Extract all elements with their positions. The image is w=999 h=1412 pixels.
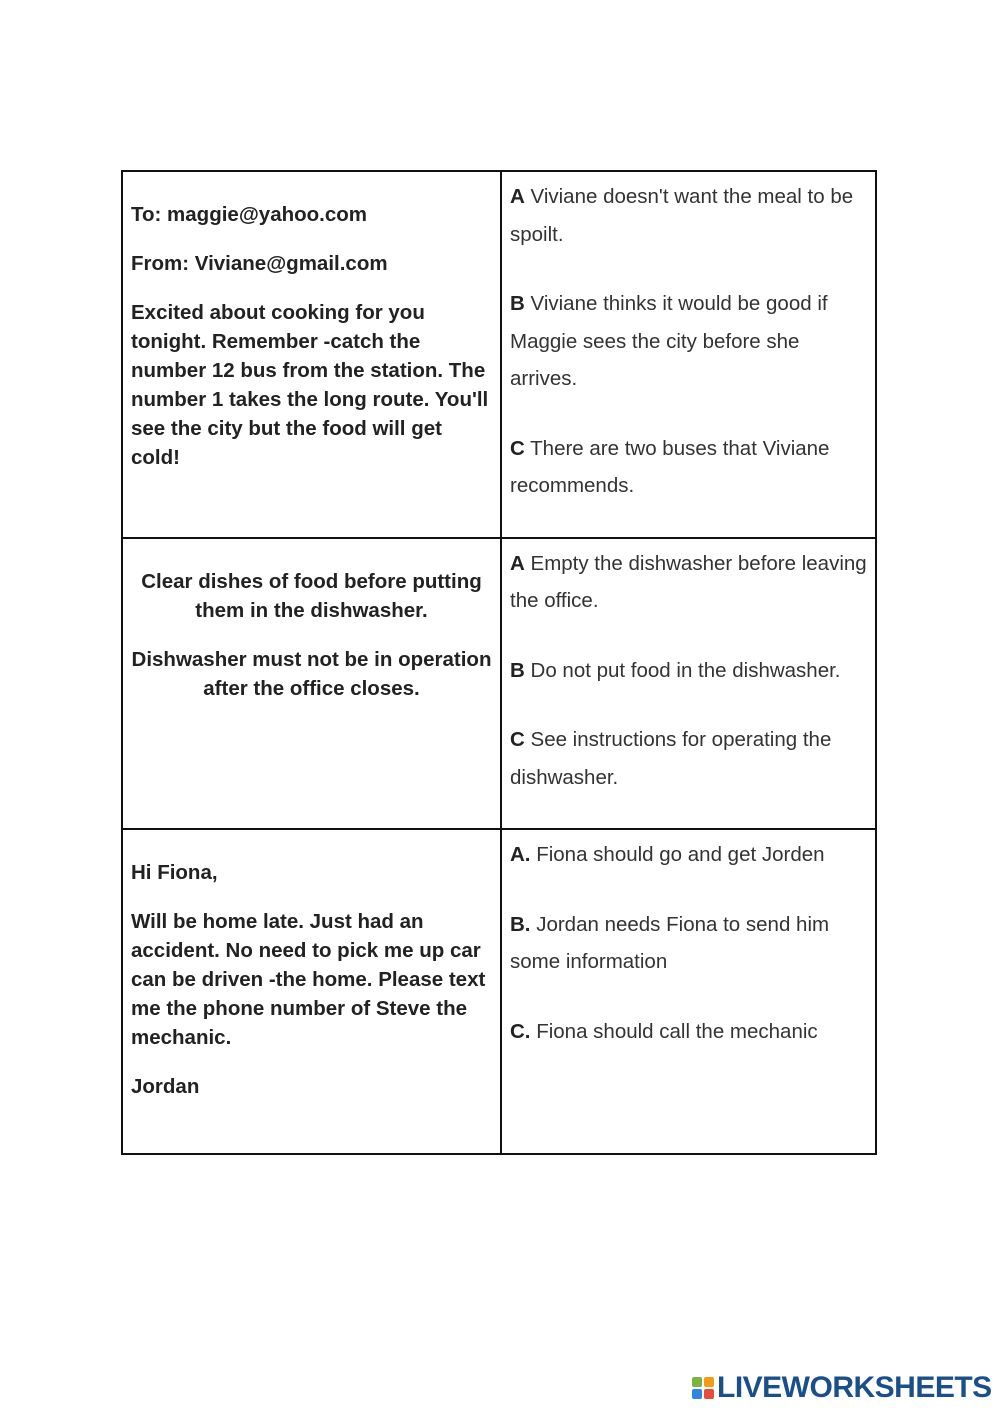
table-row [122, 171, 876, 538]
liveworksheets-logo[interactable] [692, 1372, 992, 1404]
answer-option-a[interactable]: A Viviane doesn't want the meal to be spoilt. [510, 185, 854, 246]
table-row [122, 829, 876, 1154]
notice-line-1: Clear dishes of food before putting them in the dishwasher. [141, 569, 482, 622]
options-cell [501, 171, 876, 538]
answer-option-c[interactable]: C There are two buses that Viviane recommends. [510, 436, 830, 497]
worksheet-table [121, 170, 877, 1155]
email-from-line: From: Viviane@gmail.com [131, 252, 388, 275]
answer-option-a[interactable]: A Empty the dishwasher before leaving the office. [510, 551, 867, 612]
message-cell-notice [122, 538, 501, 830]
notice-line-2: Dishwasher must not be in operation after the office closes. [131, 647, 492, 700]
text-signature: Jordan [131, 1075, 200, 1098]
answer-option-b[interactable]: B Do not put food in the dishwasher. [510, 658, 841, 682]
options-cell [501, 829, 876, 1154]
email-to-line: To: maggie@yahoo.com [131, 203, 368, 226]
answer-option-a[interactable]: A. Fiona should go and get Jorden [510, 843, 825, 866]
answer-option-b[interactable]: B Viviane thinks it would be good if Maggie sees the city before she arrives. [510, 292, 828, 390]
text-body: Will be home late. Just had an accident. No need to pick me up car can be driven -the home. Please text me the phone number of Steve the mechanic. [131, 910, 486, 1049]
answer-option-c[interactable]: C See instructions for operating the dishwasher. [510, 728, 832, 789]
answer-option-b[interactable]: B. Jordan needs Fiona to send him some information [510, 912, 830, 973]
text-greeting: Hi Fiona, [131, 861, 218, 884]
options-cell [501, 538, 876, 830]
logo-text: LIVEWORKSHEETS [717, 1371, 992, 1404]
liveworksheets-logo-icon [692, 1377, 714, 1399]
email-body: Excited about cooking for you tonight. Remember -catch the number 12 bus from the station. The number 1 takes the long route. You'll see the city but the food will get cold! [131, 301, 489, 469]
message-cell-email [122, 171, 501, 538]
table-row [122, 538, 876, 830]
answer-option-c[interactable]: C. Fiona should call the mechanic [510, 1019, 818, 1043]
message-cell-text [122, 829, 501, 1154]
